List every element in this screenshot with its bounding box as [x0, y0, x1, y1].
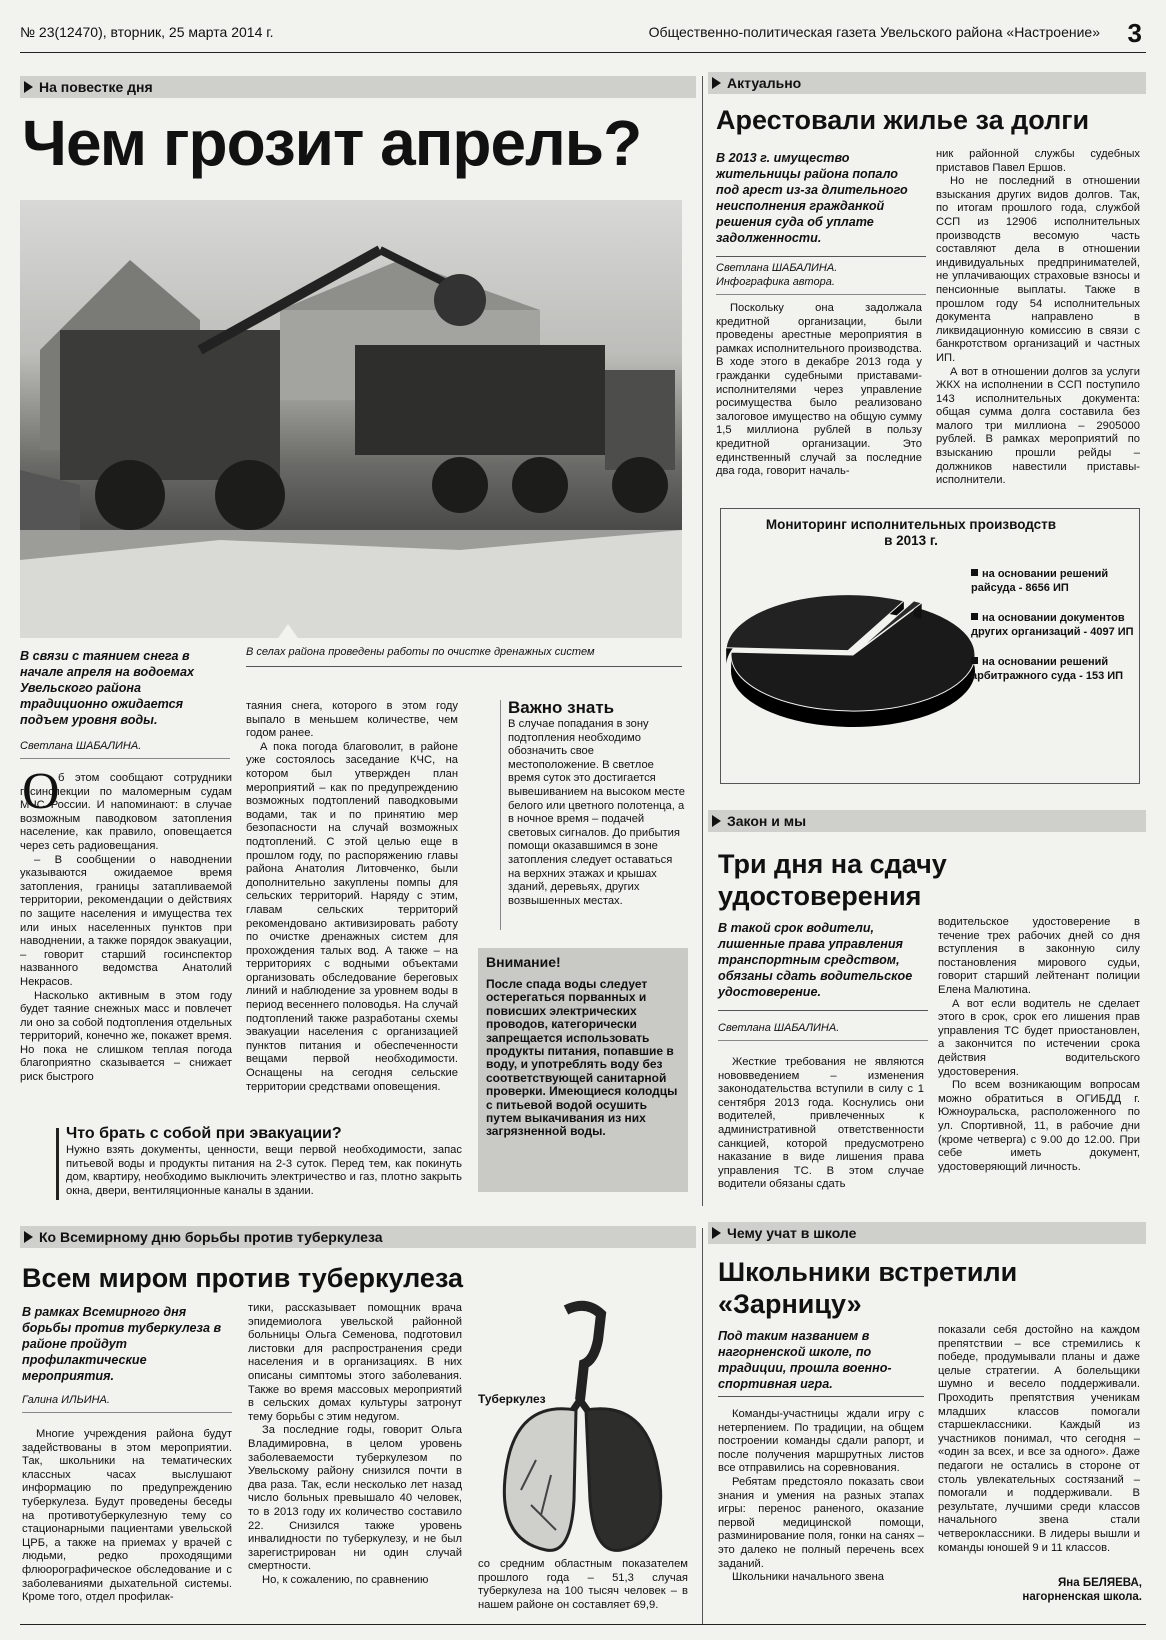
caption-rule — [246, 666, 682, 667]
article-body-col2 — [246, 700, 458, 1094]
paragraph: – В сообщении о наводнении указываются ожидаемое время затопления, границы затапливаемой территории, рекомендации о действиях по защите населения и имущества тех или иных населенных пунктов при наводнении, а также порядок эвакуации, – говорит старший госинспектор названного ведомства Анатолий Некрасов. — [20, 853, 232, 988]
paragraph: А пока погода благоволит, в районе уже состоялось заседание КЧС, на котором был утвержден план мероприятий – как по предупреждению возможных подтоплений паводковыми водами, так и по принятию мер безопасности на случай возможных подтоплений. С этой целью еще в прошлом году, по распоряжению главы района Анатолия Литовченко, были дополнительно закуплены помпы для сельских территорий. Наряду с этим, главам сельских территорий рекомендовано активизировать работу по очистке дренажных систем для прохождения талых вод. А также – на территориях с водными объектами организовать обследование береговых линий и наблюдение за уровнем воды в период весеннего половодья. На случай подтоплений также разработаны схемы эвакуации населения с организацией пунктов питания и обеспеченности вещами первой необходимости. Оснащены на сегодня сельские территории средствами оповещения. — [246, 740, 458, 1093]
rubric-label: Чему учат в школе — [727, 1225, 857, 1241]
rubric-arrow-icon — [24, 81, 33, 93]
rubric-label: Закон и мы — [727, 813, 807, 829]
lead-rule — [718, 1396, 924, 1397]
lead-rule — [716, 256, 926, 257]
author-rule — [22, 1412, 232, 1413]
article-body-col2 — [938, 1324, 1140, 1555]
dropcap: О — [22, 763, 60, 820]
rubric-school — [708, 1222, 1146, 1244]
paragraph: А вот в отношении долгов за услуги ЖКХ на исполнении в ССП поступило 143 исполнительных документа: общая сумма долга составила без малого три миллиона – 2905000 рублей. В рамках мероприятий по взысканию прошли рейды – должников навестили приставы-исполнители. — [936, 365, 1140, 487]
evacuation-side-rule — [56, 1128, 59, 1200]
article-author: Светлана ШАБАЛИНА. — [716, 262, 838, 274]
rubric-arrow-icon — [24, 1231, 33, 1243]
article-body-col1 — [718, 1408, 924, 1585]
rubric-label: На повестке дня — [39, 79, 153, 95]
chart-title: Мониторинг исполнительных производств в 2013 г. — [765, 517, 1057, 548]
article-title: Школьники встретили «Зарницу» — [718, 1257, 1018, 1319]
legend-swatch — [971, 657, 978, 664]
paragraph: Многие учреждения района будут задействованы в этом мероприятии. Так, школьники на тематических классных часах выслушают информацию по предупреждению туберкулеза. Будут проведены беседы на противотуберкулезную тему со стационарными пациентами увельской ЦРБ, а также на приемах у врачей с людьми, редко проходящими флюорографическое обследование и с заболеваниями дыхательной системы. Кроме того, отдел профилак- — [22, 1428, 232, 1604]
evacuation-text: Нужно взять документы, ценности, вещи первой необходимости, запас питьевой воды и продукты питания на 2-3 суток. Перед тем, как покинуть дом, квартиру, необходимо выключить электричество и газ, плотно закрыть окна, двери, вентиляционные каналы в здании. — [66, 1144, 462, 1197]
issue-info: № 23(12470), вторник, 25 марта 2014 г. — [20, 24, 274, 40]
header-rule — [20, 52, 1146, 53]
important-text: В случае попадания в зону подтопления необходимо обозначить свое местоположение. В светлое время суток это достигается вывешиванием на высоком месте белого или цветного полотенца, а в ночное время – подачей световых сигналов. До прибытия помощи оказавшимся в зоне затопления следует оставаться на верхних этажах и крышах зданий, деревьях, других возвышенных местах. — [508, 718, 685, 907]
article-body-col1 — [20, 772, 232, 1085]
infographic-credit: Инфографика автора. — [716, 276, 835, 288]
chart-box — [720, 508, 1140, 784]
paragraph: тики, рассказывает помощник врача эпидемиолога увельской районной больницы Ольга Семенова, подготовил листовки для распространения среди населения и в организациях. В них описаны симптомы этого заболевания. Также во время массовых мероприятий в сельских домах культуры затронут тему борьбы с этим недугом. — [248, 1302, 462, 1423]
page-header — [20, 18, 1146, 46]
chart-legend — [971, 567, 1135, 699]
legend-swatch — [971, 569, 978, 576]
author-place: нагорненская школа. — [1022, 1591, 1142, 1603]
article-lead: В 2013 г. имущество жительницы района попало под арест из-за длительного неисполнения гражданкой решения суда об уплате задолженности. — [716, 151, 908, 245]
rubric-label: Актуально — [727, 75, 802, 91]
paragraph: таяния снега, которого в этом году выпало в меньшем количестве, чем годом ранее. — [246, 700, 458, 740]
article-title: Арестовали жилье за долги — [716, 105, 1090, 135]
photo-caption: В селах района проведены работы по очистке дренажных систем — [246, 646, 595, 658]
rubric-arrow-icon — [712, 815, 721, 827]
column-divider-main — [702, 76, 703, 1206]
attention-title: Внимание! — [486, 954, 561, 970]
lungs-icon — [476, 1300, 686, 1556]
rubric-label: Ко Всемирному дню борьбы против туберкулеза — [39, 1229, 383, 1245]
article-photo — [20, 200, 682, 638]
photo-pointer-icon — [278, 624, 298, 638]
article-body-col2 — [938, 916, 1140, 1174]
legend-swatch — [971, 613, 978, 620]
paragraph: ник районной службы судебных приставов Павел Ершов. — [936, 148, 1140, 174]
attention-text: После спада воды следует остерегаться порванных и повисших электрических проводов, категорически запрещается использовать продукты питания, попавшие в воду, и употреблять воду без соответствующей санитарной проверки. Имеющиеся колодцы с питьевой водой осушить путем выкачивания из них загрязненной воды. — [486, 977, 678, 1139]
rubric-arrow-icon — [712, 1227, 721, 1239]
evacuation-box — [50, 1124, 462, 1198]
paragraph: Школьники начального звена — [732, 1571, 884, 1584]
attention-box — [478, 948, 688, 1192]
lead-rule — [718, 1010, 928, 1011]
pie-chart — [725, 589, 985, 749]
article-body-col1 — [718, 1056, 924, 1192]
paragraph: Поскольку она задолжала кредитной организации, были проведены арестные мероприятия в рамках исполнительного производства. В ходе этого в декабре 2013 года у гражданки судебными приставами-исполнителями через управление росимущества было реализовано залоговое имущество на общую сумму 1,5 миллиона рублей в пользу кредитной организации. Это единственный случай за последние два года, говорит началь- — [716, 302, 922, 478]
page-number: 3 — [1127, 18, 1142, 48]
paragraph: За последние годы, говорит Ольга Владимировна, в целом уровень заболеваемости туберкулезом по Увельскому району снизился почти в два раза. Так, если несколько лет назад число больных превышало 40 человек, то в 2013 году их количество составило 22. Снизился также уровень инвалидности по туберкулезу, и не был зарегистрирован ни один случай смертности. — [248, 1424, 462, 1573]
article-author: Галина ИЛЬИНА. — [22, 1394, 110, 1406]
paper-name: Общественно-политическая газета Увельского района «Настроение» — [648, 24, 1100, 40]
important-title: Важно знать — [508, 698, 615, 717]
article-body-col2 — [248, 1302, 462, 1587]
article-body-col1 — [716, 302, 922, 479]
legend-item — [971, 655, 1135, 683]
author-rule — [718, 1040, 928, 1041]
rubric-law — [708, 810, 1146, 832]
column-divider-bottom — [702, 1228, 703, 1624]
paragraph: Жесткие требования не являются нововведением – изменения законодательства вступили в силу с 1 сентября 2013 года. Коснулись они водителей, привлеченных к административной ответственности санкцией, которой предусмотрено наказание в виде лишения права управления ТС. В этом случае водители обязаны сдать — [718, 1056, 924, 1191]
article-title: Всем миром против туберкулеза — [22, 1263, 464, 1293]
paragraph: Насколько активным в этом году будет таяние снежных масс и повлечет ли оно за собой подтопления отдельных территорий, конечно же, покажет время. Но пока не слишком теплая погода благоприятно сказывается – снижает риск быстрого — [20, 989, 232, 1084]
article-lead: Под таким названием в нагорненской школе, по традиции, прошла военно-спортивная игра. — [718, 1329, 892, 1391]
article-body-col1 — [22, 1428, 232, 1605]
article-body-col2 — [936, 148, 1140, 488]
paragraph: Но не последний в отношении взыскания других видов долгов. Так, по итогам прошлого года, службой ССП из 12906 исполнительных производств весомую часть составляют дела в отношении индивидуальных предпринимателей, не уплачивающих страховые взносы и пенсионные выплаты. Также в прошлом году 54 исполнительных документа направлено в ликвидационную комиссию в связи с банкротством организаций и частных ИП. — [936, 175, 1140, 364]
paragraph: б этом сообщают сотрудники госинспекции по маломерным судам МЧС России. И напоминают: в случае возможным паводковом затопления население, как правило, оповещается через сеть радиовещания. — [20, 772, 232, 852]
paragraph: Ребятам предстояло показать свои знания и умения на разных этапах игры: перенос раненого, оказание первой медицинской помощи, разминирование поля, гонки на санях – это далеко не полный перечень всех заданий. — [718, 1475, 924, 1570]
article-body-col3: со средним областным показателем прошлого года – 51,3 случая туберкулеза на 100 тысяч человек – в нашем районе он составляет 69,9. — [478, 1558, 688, 1611]
article-lead: В такой срок водители, лишенные права управления транспортным средством, обязаны сдать водительское удостоверение. — [718, 921, 913, 999]
paragraph: Но, к сожалению, по сравнению — [262, 1573, 429, 1586]
lungs-illustration — [476, 1300, 686, 1556]
article-author: Светлана ШАБАЛИНА. — [718, 1022, 840, 1034]
article-author: Светлана ШАБАЛИНА. — [20, 740, 142, 752]
author-rule — [716, 294, 926, 295]
article-title: Три дня на сдачу удостоверения — [718, 849, 947, 911]
paragraph: А вот если водитель не сделает этого в срок, срок его лишения прав управления ТС будет приостановлен, а закончится по истечении срока действия водительского удостоверения. — [938, 997, 1140, 1078]
author-rule — [20, 758, 230, 759]
important-side-rule — [500, 700, 501, 930]
paragraph: показали себя достойно на каждом препятствии – все стремились к победе, продумывали планы и даже целые стратегии. А болельщики шумно и весело поддерживали. Проходить препятствия ученикам младших классов помогали старшеклассники. Каждый из участников понимал, что сегодня – «один за всех, и все за одного». Даже педагоги не остались в стороне от столь увлекательных состязаний – помогали и поддерживали. В результате, лучшими среди классов начального звена стали четвероклассники. В лидеры вышли и команды юношей 9 и 11 классов. — [938, 1324, 1140, 1554]
footer-rule — [20, 1624, 1146, 1625]
legend-label: на основании решений райсуда - 8656 ИП — [971, 568, 1109, 594]
paragraph: водительское удостоверение в течение трех рабочих дней со дня вступления в законную силу постановления мирового судьи, говорит старший лейтенант полиции Елена Малютина. — [938, 916, 1140, 996]
legend-label: на основании документов других организаций - 4097 ИП — [971, 612, 1134, 638]
illustration-label: Туберкулез — [478, 1392, 546, 1406]
author-name: Яна БЕЛЯЕВА, — [1058, 1577, 1142, 1589]
legend-item — [971, 611, 1135, 639]
paragraph: По всем возникающим вопросам можно обратиться в ОГИБДД г. Южноуральска, расположенного по ул. Спортивной, 11, в рабочие дни (кроме четверга) с 9.00 до 12.00. При себе иметь документ, удостоверяющий личность. — [938, 1079, 1140, 1173]
article-lead: В рамках Всемирного дня борьбы против туберкулеза в районе пройдут профилактические мероприятия. — [22, 1305, 222, 1383]
legend-item — [971, 567, 1135, 595]
evacuation-title: Что брать с собой при эвакуации? — [66, 1125, 342, 1142]
rubric-tb-day — [20, 1226, 696, 1248]
excavator-truck-photo — [20, 200, 682, 638]
legend-label: на основании решений арбитражного суда - 153 ИП — [971, 656, 1124, 682]
rubric-arrow-icon — [712, 77, 721, 89]
paragraph: Команды-участницы ждали игру с нетерпением. По традиции, на общем построении команды сдали рапорт, и после получения маршрутных листов все отправились на соревнования. — [718, 1408, 924, 1475]
article-author — [1022, 1576, 1142, 1604]
rubric-agenda — [20, 76, 696, 98]
article-lead: В связи с таянием снега в начале апреля на водоемах Увельского района традиционно ожидается подъем уровня воды. — [20, 649, 195, 727]
rubric-actual — [708, 72, 1146, 94]
article-title: Чем грозит апрель? — [22, 107, 642, 179]
important-box — [508, 698, 686, 908]
